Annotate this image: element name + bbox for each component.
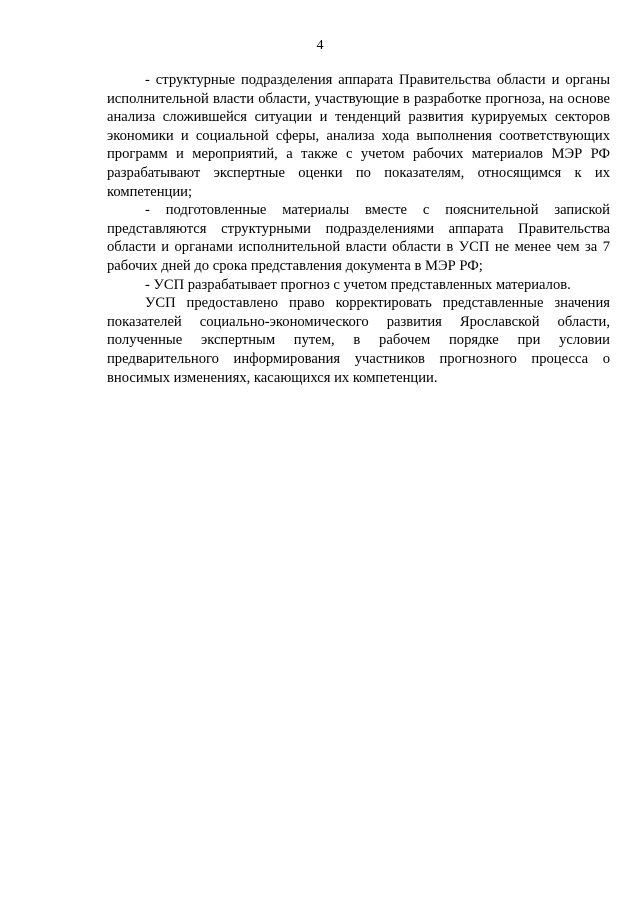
paragraph-structural-units: - структурные подразделения аппарата Правительства области и органы исполнительной власти области, участвующие в разработке прогноза, на основе анализа сложившейся ситуации и тенденций развития курируемых секторов экономики и социальной сферы, анализа хода выполнения соответствующих программ и мероприятий, а также с учетом рабочих материалов МЭР РФ разрабатывают экспертные оценки по показателям, относящимся к их компетенции; (107, 72, 610, 200)
paragraph-prepared-materials: - подготовленные материалы вместе с пояснительной запиской представляются структурными подразделениями аппарата Правительства области и органами исполнительной власти области в УСП не менее чем за 7 рабочих дней до срока представления документа в МЭР РФ; (107, 202, 610, 274)
document-body (107, 71, 610, 387)
paragraph-usp-right: УСП предоставлено право корректировать представленные значения показателей социально-экономического развития Ярославской области, полученные экспертным путем, в рабочем порядке при условии предварительного информирования участников прогнозного процесса о вносимых изменениях, касающихся их компетенции. (107, 295, 610, 386)
paragraph-usp-forecast: - УСП разрабатывает прогноз с учетом представленных материалов. (145, 276, 571, 293)
page-number: 4 (316, 38, 324, 53)
